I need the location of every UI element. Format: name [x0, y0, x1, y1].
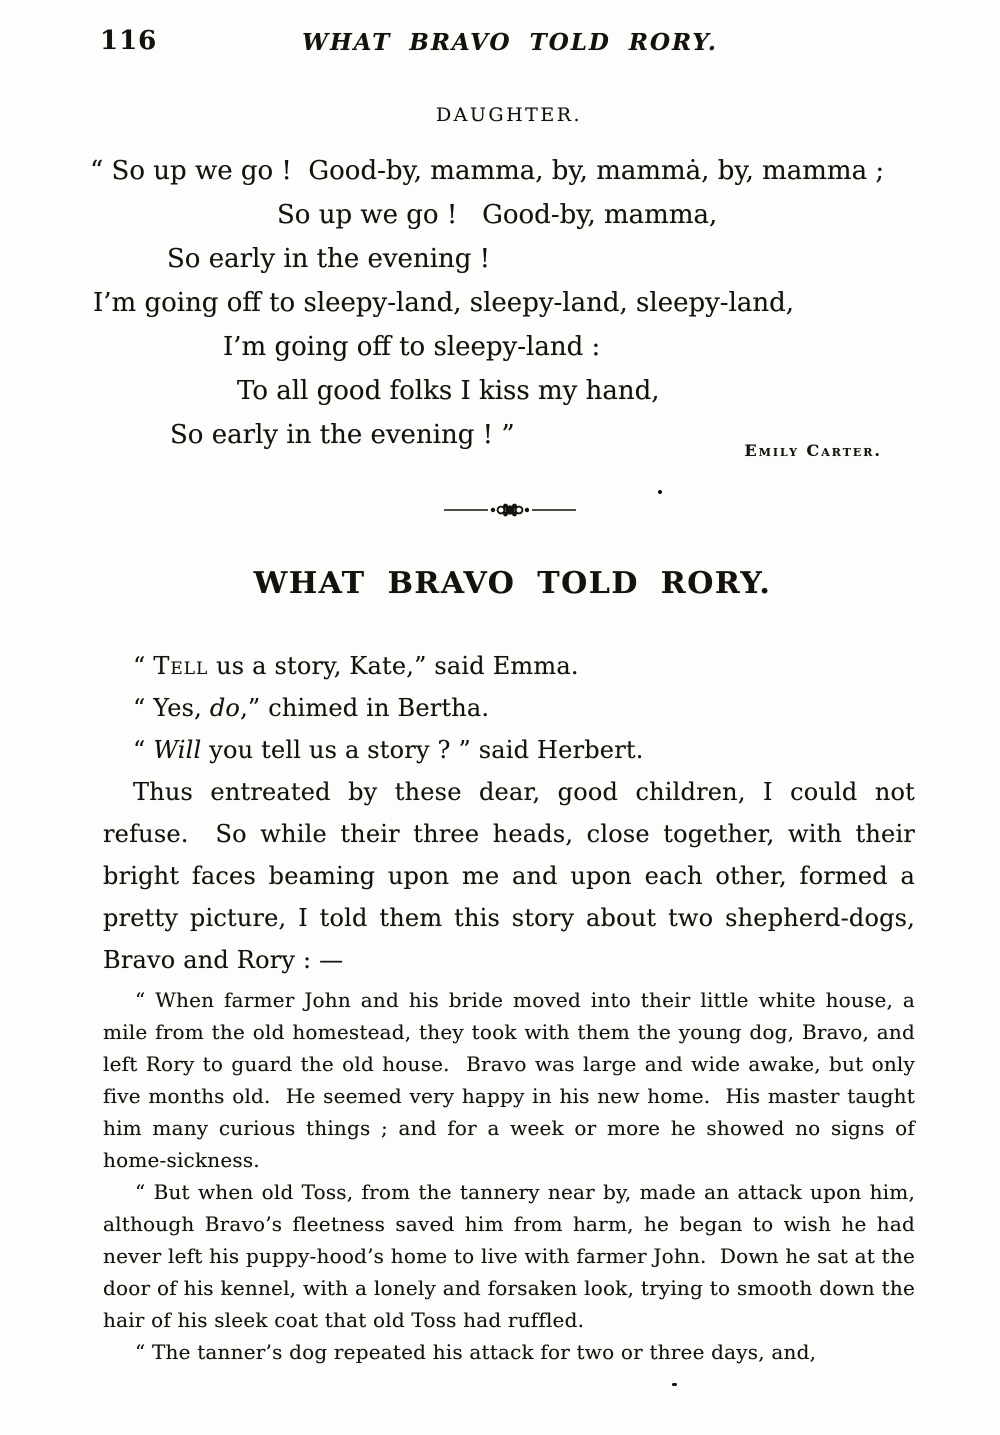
dialogue-open: “ Yes,: [133, 694, 210, 722]
intro-paragraph: Thus entreated by these dear, good children, I could not refuse. So while their three heads, close together, with their bright faces beaming upon me and upon each other, formed a pretty picture, I told them this story about two shepherd-dogs, Bravo and Rory : —: [103, 778, 923, 974]
story-text: [103, 984, 922, 1368]
dialogue-line: [103, 687, 915, 729]
chapter-title: WHAT BRAVO TOLD RORY.: [253, 566, 772, 601]
dialogue-line: [103, 645, 915, 687]
poem-line: “ So up we go ! Good-by, mamma, by, mammȧ, by, mamma ;: [90, 156, 885, 186]
dialogue-rest: you tell us a story ? ” said Herbert.: [201, 736, 644, 764]
poem-line: I’m going off to sleepy-land, sleepy-land, sleepy-land,: [93, 288, 795, 318]
dialogue-emphasis: Tell: [153, 652, 209, 680]
page-number: 116: [100, 26, 158, 56]
story-paragraph: “ The tanner’s dog repeated his attack for two or three days, and,: [135, 1340, 817, 1364]
dialogue-line: [103, 729, 915, 771]
poem-line: To all good folks I kiss my hand,: [237, 376, 660, 406]
story-paragraph: “ But when old Toss, from the tannery near by, made an attack upon him, although Bravo’s fleetness saved him from harm, he began to wish he had never left his puppy-hood’s home to live with farmer John. Down he sat at the door of his kennel, with a lonely and forsaken look, trying to smooth down the hair of his sleek coat that old Toss had ruffled.: [103, 1180, 922, 1332]
poem-line: So early in the evening ! ”: [170, 420, 515, 450]
running-head: WHAT BRAVO TOLD RORY.: [302, 29, 718, 56]
poem-heading: DAUGHTER.: [435, 104, 583, 126]
dialogue-emphasis: do: [209, 694, 241, 722]
floral-rule-divider-icon: [444, 501, 576, 519]
poem-line: So up we go ! Good-by, mamma,: [277, 200, 718, 230]
ink-speck: [672, 1383, 677, 1386]
poem-line: I’m going off to sleepy-land :: [223, 332, 601, 362]
poem: [90, 149, 930, 457]
poem-line: So early in the evening !: [167, 244, 491, 274]
dialogue-rest: ,” chimed in Bertha.: [240, 694, 490, 722]
dialogue-emphasis: Will: [153, 736, 202, 764]
dialogue-open: “: [133, 736, 154, 764]
poem-attribution: Emily Carter.: [744, 441, 882, 460]
dialogue-open: “: [133, 652, 154, 680]
dialogue-rest: us a story, Kate,” said Emma.: [208, 652, 579, 680]
ink-speck: [658, 490, 662, 494]
story-body: [103, 645, 923, 981]
section-divider: [444, 501, 576, 519]
story-paragraph: “ When farmer John and his bride moved into their little white house, a mile from the old homestead, they took with them the young dog, Bravo, and left Rory to guard the old house. Bravo was large and wide awake, but only five months old. He seemed very happy in his new home. His master taught him many curious things ; and for a week or more he showed no signs of home-sickness.: [103, 988, 922, 1172]
